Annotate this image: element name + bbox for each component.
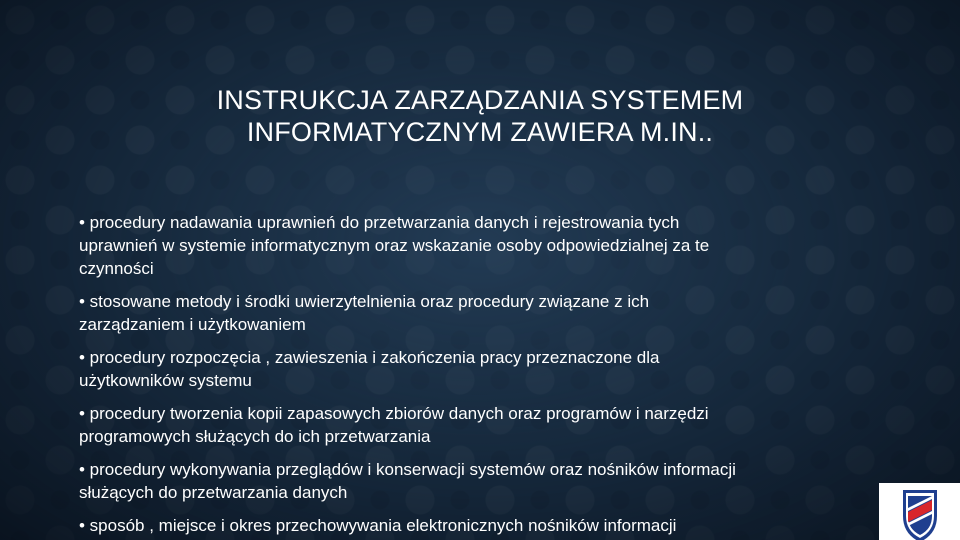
slide-title bbox=[120, 84, 840, 148]
bullet-text-line: • sposób , miejsce i okres przechowywania elektronicznych nośników informacji bbox=[79, 516, 677, 535]
bullet-text-line: zarządzaniem i użytkowaniem bbox=[79, 315, 306, 334]
bullet-item bbox=[79, 290, 879, 336]
bullet-text-line: czynności bbox=[79, 259, 154, 278]
bullet-text-line: • procedury nadawania uprawnień do przetwarzania danych i rejestrowania tych bbox=[79, 213, 680, 232]
bullet-list bbox=[79, 211, 879, 540]
bullet-text-line: • stosowane metody i środki uwierzytelnienia oraz procedury związane z ich bbox=[79, 292, 650, 311]
bullet-item bbox=[79, 402, 879, 448]
bullet-text-line: programowych służących do ich przetwarzania bbox=[79, 427, 431, 446]
bullet-item bbox=[79, 458, 879, 504]
bullet-text-line: • procedury rozpoczęcia , zawieszenia i zakończenia pracy przeznaczone dla bbox=[79, 348, 660, 367]
slide-title-line: INSTRUKCJA ZARZĄDZANIA SYSTEMEM bbox=[216, 85, 744, 115]
shield-crest-icon bbox=[899, 486, 941, 540]
logo-badge bbox=[879, 483, 960, 540]
bullet-text-line: uprawnień w systemie informatycznym oraz wskazanie osoby odpowiedzialnej za te bbox=[79, 236, 710, 255]
bullet-item bbox=[79, 514, 879, 537]
bullet-text-line: służących do przetwarzania danych bbox=[79, 483, 348, 502]
bullet-text-line: • procedury wykonywania przeglądów i konserwacji systemów oraz nośników informacji bbox=[79, 460, 736, 479]
bullet-item bbox=[79, 211, 879, 280]
slide-title-line: INFORMATYCZNYM ZAWIERA M.IN.. bbox=[246, 117, 714, 147]
bullet-text-line: • procedury tworzenia kopii zapasowych zbiorów danych oraz programów i narzędzi bbox=[79, 404, 709, 423]
bullet-text-line: użytkowników systemu bbox=[79, 371, 252, 390]
bullet-item bbox=[79, 346, 879, 392]
